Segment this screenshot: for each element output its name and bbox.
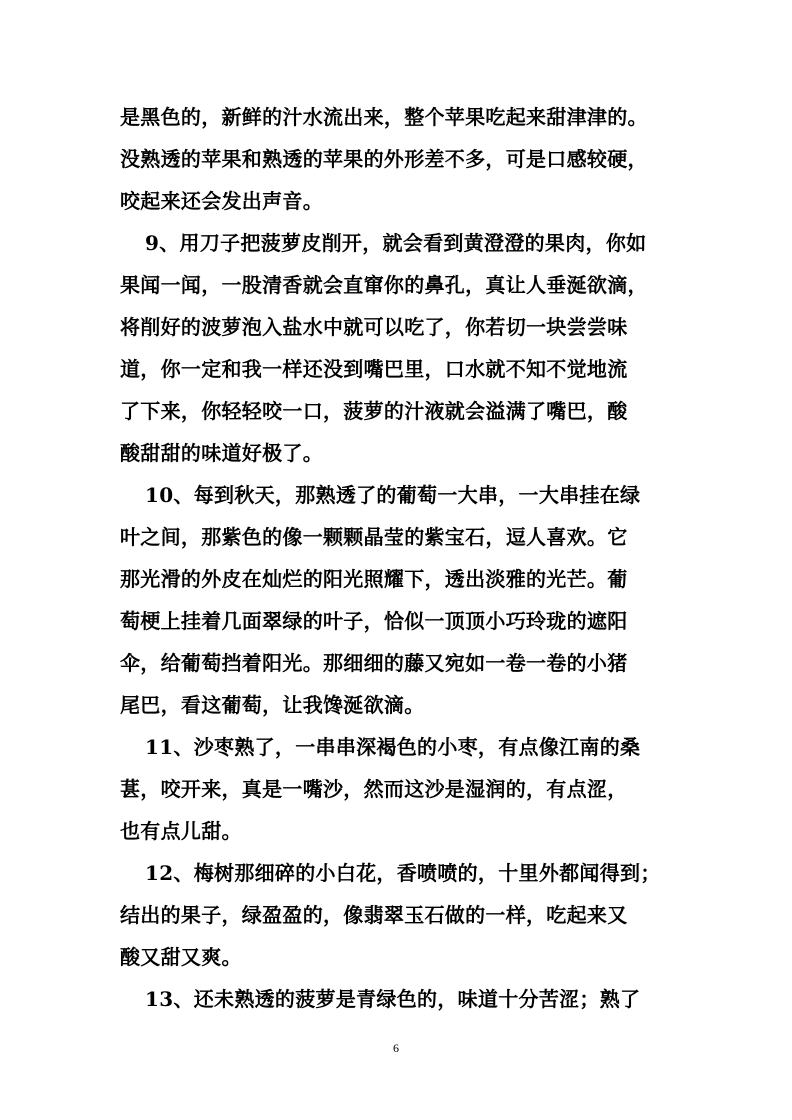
text-line: 没熟透的苹果和熟透的苹果的外形差不多，可是口感较硬， xyxy=(120,147,648,171)
paragraph-start-line: 9、用刀子把菠萝皮削开，就会看到黄澄澄的果肉，你如 xyxy=(145,231,647,255)
text-line: 叶之间，那紫色的像一颗颗晶莹的紫宝石，逗人喜欢。它 xyxy=(120,525,628,549)
text-line: 果闻一闻，一股清香就会直窜你的鼻孔，真让人垂涎欲滴， xyxy=(120,273,648,297)
text-line: 葚，咬开来，真是一嘴沙，然而这沙是湿润的，有点涩， xyxy=(120,777,628,801)
paragraph-start-line: 11、沙枣熟了，一串串深褐色的小枣，有点像江南的桑 xyxy=(145,735,641,759)
paragraph-start-line: 13、还未熟透的菠萝是青绿色的，味道十分苦涩；熟了 xyxy=(145,987,641,1011)
text-line: 咬起来还会发出声音。 xyxy=(120,189,323,213)
text-line: 道，你一定和我一样还没到嘴巴里，口水就不知不觉地流 xyxy=(120,357,628,381)
paragraph-start-line: 10、每到秋天，那熟透了的葡萄一大串，一大串挂在绿 xyxy=(145,483,641,507)
text-line: 将削好的波萝泡入盐水中就可以吃了，你若切一块尝尝味 xyxy=(120,315,628,339)
text-line: 萄梗上挂着几面翠绿的叶子，恰似一顶顶小巧玲珑的遮阳 xyxy=(120,609,628,633)
text-line: 酸甜甜的味道好极了。 xyxy=(120,441,323,465)
page-number: 6 xyxy=(393,1041,399,1055)
text-line: 尾巴，看这葡萄，让我馋涎欲滴。 xyxy=(120,693,425,717)
text-line: 也有点儿甜。 xyxy=(120,819,242,843)
text-line: 那光滑的外皮在灿烂的阳光照耀下，透出淡雅的光芒。葡 xyxy=(120,567,628,591)
paragraph-start-line: 12、梅树那细碎的小白花，香喷喷的，十里外都闻得到； xyxy=(145,861,661,885)
text-line: 了下来，你轻轻咬一口，菠萝的汁液就会溢满了嘴巴，酸 xyxy=(120,399,628,423)
text-line: 酸又甜又爽。 xyxy=(120,945,242,969)
text-line: 伞，给葡萄挡着阳光。那细细的藤又宛如一卷一卷的小猪 xyxy=(120,651,628,675)
text-line: 结出的果子，绿盈盈的，像翡翠玉石做的一样，吃起来又 xyxy=(120,903,628,927)
text-line: 是黑色的，新鲜的汁水流出来，整个苹果吃起来甜津津的。 xyxy=(120,105,648,129)
